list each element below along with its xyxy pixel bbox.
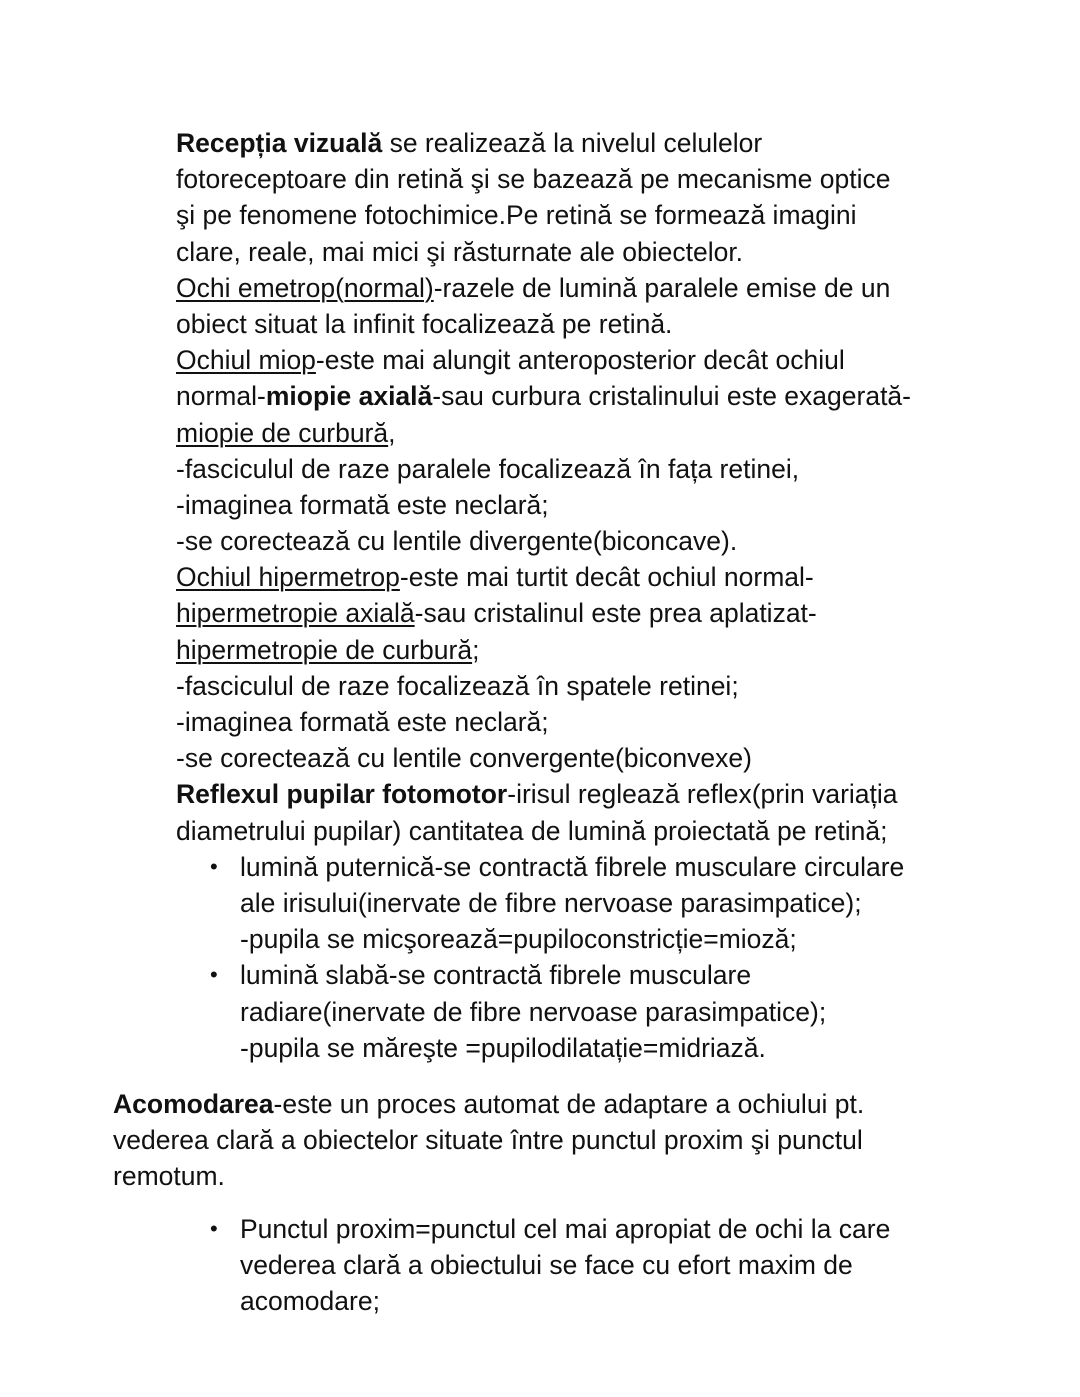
text-segment: se realizează la nivelul celulelor [382,128,763,158]
text-segment: -razele de lumină paralele emise de un [433,272,891,303]
section-vision-reception [176,125,911,1066]
text-line [176,957,911,993]
underlined-term: hipermetropie axială [176,598,415,629]
text-line [210,1211,891,1247]
bold-term: Acomodarea [113,1089,274,1119]
text-line [176,451,911,487]
text-line [176,234,911,270]
text-line [176,342,911,378]
text-line [176,161,911,197]
text-segment: radiare(inervate de fibre nervoase parasimpatice); [240,996,827,1027]
text-line [176,813,911,849]
text-line [113,1122,864,1158]
text-line [176,270,911,306]
text-line [113,1158,864,1194]
text-line [176,197,911,233]
text-line [240,1247,890,1283]
underlined-term: Ochiul hipermetrop [176,562,400,593]
text-line [176,125,911,161]
text-segment: fotoreceptoare din retină şi se bazează pe mecanisme optice [176,164,891,195]
text-segment: şi pe fenomene fotochimice.Pe retină se formează imagini [176,200,857,231]
text-line [176,487,911,523]
text-line [113,1086,864,1122]
bold-term: Reflexul pupilar fotomotor [176,779,508,810]
text-line [176,1030,911,1066]
text-line [176,849,911,885]
text-line [176,523,911,559]
text-segment: ; [472,634,480,665]
text-segment: -se corectează cu lentile convergente(biconvexe) [176,743,752,774]
section-proximal-point [210,1211,891,1320]
text-line [176,921,911,957]
text-segment: diametrului pupilar) cantitatea de lumină proiectată pe retină; [176,815,888,846]
text-segment: -fasciculul de raze focalizează în spatele retinei; [176,670,739,701]
text-segment: lumină slabă-se contractă fibrele musculare [240,960,752,991]
text-segment: clare, reale, mai mici şi răsturnate ale obiectelor. [176,236,744,267]
text-segment: vederea clară a obiectelor situate între punctul proxim şi punctul [113,1125,863,1156]
text-line [176,415,911,451]
text-segment: acomodare; [240,1286,380,1317]
text-segment: -irisul reglează reflex(prin variația [507,779,898,810]
text-line [176,632,911,668]
underlined-term: Ochiul miop [176,345,316,376]
bullet-icon: • [210,1216,218,1241]
text-segment: -sau cristalinul este prea aplatizat- [414,598,817,629]
text-line [176,885,911,921]
underlined-term: hipermetropie de curbură [176,634,473,665]
text-segment: -pupila se micşorează=pupiloconstricție=mioză; [240,924,797,955]
text-line [176,994,911,1030]
text-segment: remotum. [113,1161,225,1192]
text-line [176,378,911,414]
text-line [176,668,911,704]
text-segment: , [388,417,396,448]
text-segment: -pupila se măreşte =pupilodilatație=midriază. [240,1032,766,1063]
text-segment: normal- [176,381,266,412]
text-segment: -se corectează cu lentile divergente(biconcave). [176,526,738,557]
underlined-term: miopie de curbură [176,417,389,448]
text-segment: -sau curbura cristalinului este exagerată- [432,381,911,412]
bold-term: miopie axială [265,381,433,412]
text-segment: -este mai alungit anteroposterior decât ochiul [315,345,845,376]
text-segment: vederea clară a obiectului se face cu efort maxim de [240,1250,853,1281]
text-segment: ale irisului(inervate de fibre nervoase parasimpatice); [240,887,862,918]
text-line [176,704,911,740]
text-segment: obiect situat la infinit focalizează pe retină. [176,308,673,339]
text-segment: -imaginea formată este neclară; [176,489,549,520]
bullet-icon: • [210,962,218,988]
text-segment: Punctul proxim=punctul cel mai apropiat de ochi la care [240,1214,891,1244]
section-accommodation [113,1086,864,1195]
text-segment: -fasciculul de raze paralele focalizează în fața retinei, [176,453,800,484]
text-line [240,1283,890,1319]
text-segment: -imaginea formată este neclară; [176,707,549,737]
bold-term: Recepția vizuală [176,128,383,158]
text-segment: -este mai turtit decât ochiul normal- [399,562,814,593]
text-line [176,595,911,631]
text-line [176,776,911,812]
text-line [176,306,911,342]
text-line [176,740,911,776]
text-line [176,559,911,595]
text-segment: -este un proces automat de adaptare a ochiului pt. [273,1089,865,1119]
bullet-icon: • [210,853,218,879]
underlined-term: Ochi emetrop(normal) [176,272,434,303]
text-segment: lumină puternică-se contractă fibrele musculare circulare [240,851,905,882]
